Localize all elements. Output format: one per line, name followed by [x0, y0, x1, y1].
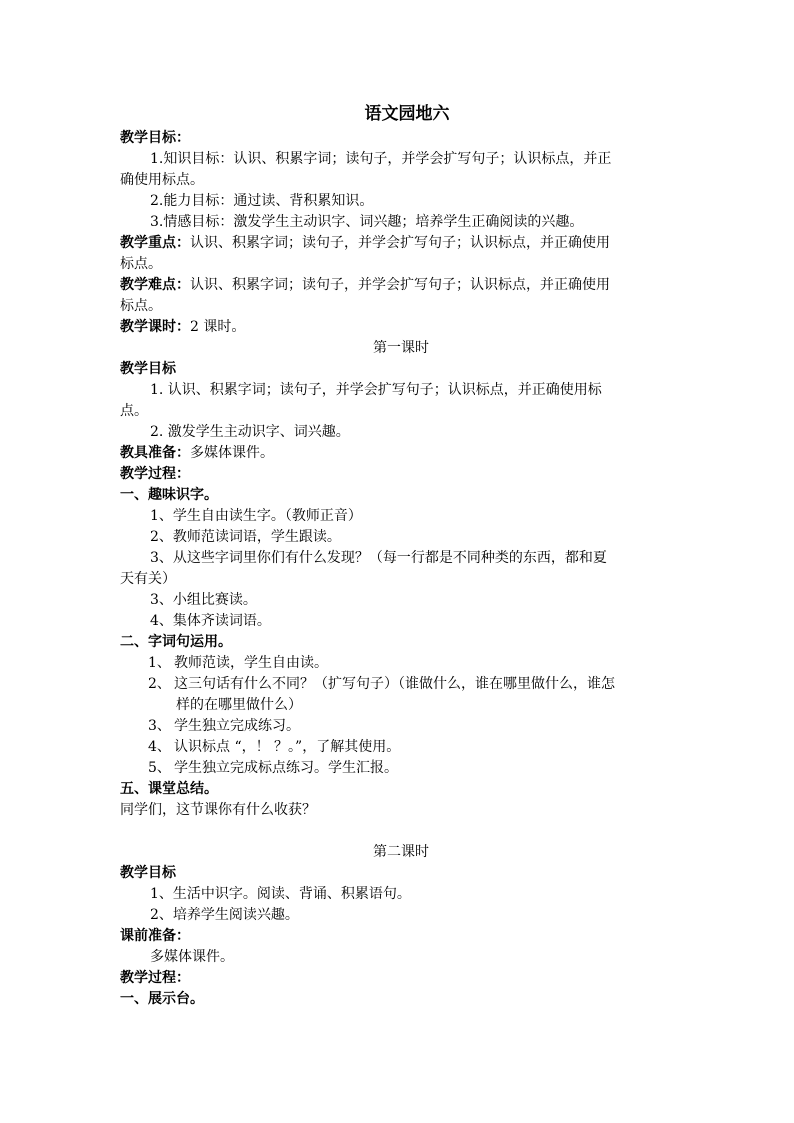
document-page [120, 100, 676, 1010]
list-text: 这三句话有什么不同？（扩写句子）（谁做什么，谁在哪里做什么，谁怎 [174, 676, 615, 692]
focus-label: 教学重点： [120, 235, 190, 251]
list-number: 3、 [148, 718, 171, 734]
list-item [120, 737, 676, 758]
goal-1-cont: 确使用标点。 [120, 172, 204, 188]
lesson2-goals-heading: 教学目标 [120, 865, 176, 881]
list-item: 2、教师范读词语，学生跟读。 [150, 529, 341, 545]
lesson1-heading: 第一课时 [373, 340, 429, 356]
goals-heading: 教学目标： [120, 130, 190, 146]
hours-value: 2 课时。 [190, 319, 246, 335]
lesson1-prep-label: 教具准备： [120, 445, 190, 461]
list-item [120, 758, 676, 779]
goal-3: 3.情感目标：激发学生主动识字、词兴趣；培养学生正确阅读的兴趣。 [150, 214, 584, 230]
lesson1-prep-line [120, 443, 676, 464]
list-number: 1、 [148, 655, 171, 671]
list-item [120, 716, 676, 737]
list-item [120, 653, 676, 674]
list-item: 3、从这些字词里你们有什么发现？（每一行都是不同种类的东西，都和夏 [150, 550, 607, 566]
list-text: 认识标点 “，！ ？。”，了解其使用。 [174, 739, 401, 755]
lesson1-prep-value: 多媒体课件。 [190, 445, 274, 461]
lesson1-process-heading: 教学过程： [120, 466, 190, 482]
lesson1-goal-1-cont: 点。 [120, 403, 148, 419]
list-item: 1、学生自由读生字。（教师正音） [150, 508, 362, 524]
list-text: 教师范读，学生自由读。 [174, 655, 328, 671]
list-number: 2、 [148, 676, 171, 692]
goal-1: 1.知识目标：认识、积累字词；读句子，并学会扩写句子；认识标点，并正 [150, 151, 612, 167]
goal-2: 2.能力目标：通过读、背积累知识。 [150, 193, 374, 209]
lesson2-prep-heading: 课前准备： [120, 928, 190, 944]
document-title: 语文园地六 [364, 104, 450, 124]
difficulty-line [120, 275, 676, 296]
hours-label: 教学课时： [120, 319, 190, 335]
difficulty-text: 认识、积累字词；读句子，并学会扩写句子；认识标点，并正确使用 [190, 277, 610, 293]
lesson2-section1-heading: 一、展示台。 [120, 991, 204, 1007]
list-item-cont: 样的在哪里做什么） [176, 697, 302, 713]
lesson1-goal-1: 1. 认识、积累字词；读句子，并学会扩写句子；认识标点，并正确使用标 [150, 382, 602, 398]
lesson1-section5-heading: 五、课堂总结。 [120, 781, 218, 797]
lesson1-goals-heading: 教学目标 [120, 361, 176, 377]
lesson1-goal-2: 2. 激发学生主动识字、词兴趣。 [150, 424, 350, 440]
list-text: 学生独立完成标点练习。学生汇报。 [174, 760, 398, 776]
difficulty-cont: 标点。 [120, 298, 162, 314]
list-item-cont: 天有关） [120, 571, 176, 587]
lesson1-summary-text: 同学们，这节课你有什么收获？ [120, 802, 316, 818]
lesson2-goal-1: 1、生活中识字。阅读、背诵、积累语句。 [150, 886, 411, 902]
difficulty-label: 教学难点： [120, 277, 190, 293]
lesson2-goal-2: 2、培养学生阅读兴趣。 [150, 907, 299, 923]
list-text: 学生独立完成练习。 [174, 718, 300, 734]
lesson1-section1-heading: 一、趣味识字。 [120, 487, 218, 503]
focus-line [120, 233, 676, 254]
lesson2-heading: 第二课时 [373, 844, 429, 860]
list-item: 3、小组比赛读。 [150, 592, 257, 608]
spacer [120, 821, 676, 842]
hours-line [120, 317, 676, 338]
lesson1-section2-heading: 二、字词句运用。 [120, 634, 232, 650]
list-number: 4、 [148, 739, 171, 755]
lesson2-prep-value: 多媒体课件。 [150, 949, 234, 965]
list-number: 5、 [148, 760, 171, 776]
list-item: 4、集体齐读词语。 [150, 613, 271, 629]
list-item [120, 674, 676, 695]
lesson2-process-heading: 教学过程： [120, 970, 190, 986]
focus-text: 认识、积累字词；读句子，并学会扩写句子；认识标点，并正确使用 [190, 235, 610, 251]
focus-cont: 标点。 [120, 256, 162, 272]
